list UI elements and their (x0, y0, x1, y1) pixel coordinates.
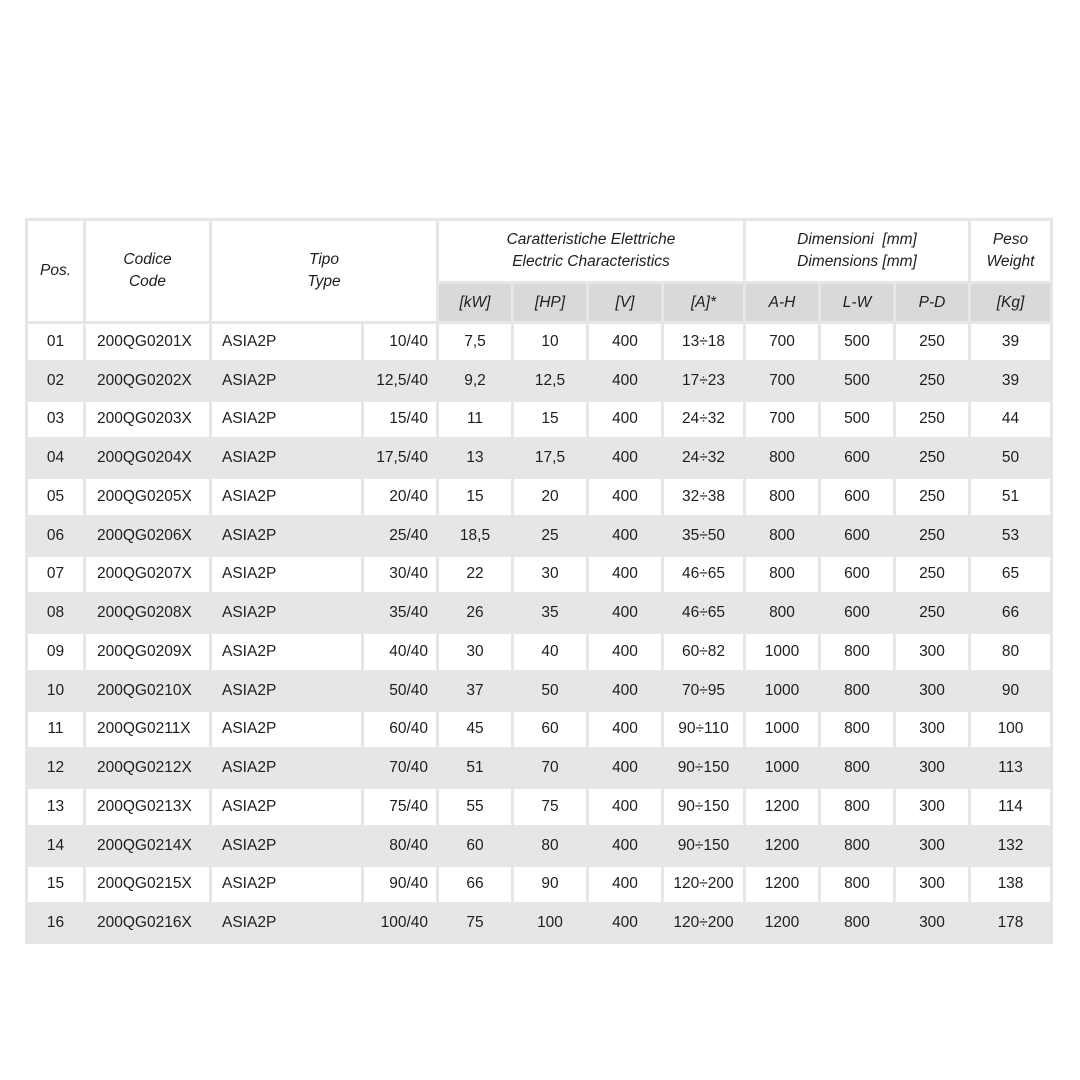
unit-kg: [Kg] (971, 284, 1050, 321)
cell-weight: 39 (971, 363, 1050, 399)
header-weight-it: Peso (992, 231, 1029, 248)
cell-height: 1000 (746, 750, 818, 786)
cell-kw: 30 (439, 634, 511, 670)
cell-pos: 02 (28, 363, 83, 399)
cell-pos: 04 (28, 440, 83, 476)
cell-width: 800 (821, 634, 893, 670)
header-weight-en: Weight (986, 253, 1035, 270)
cell-voltage: 400 (589, 324, 661, 360)
cell-voltage: 400 (589, 518, 661, 554)
cell-current: 120÷200 (664, 867, 743, 903)
cell-kw: 11 (439, 402, 511, 438)
cell-hp: 75 (514, 789, 586, 825)
cell-model: ASIA2P (212, 750, 361, 786)
cell-rating: 30/40 (364, 557, 436, 593)
cell-hp: 50 (514, 673, 586, 709)
table-row (28, 673, 1050, 709)
cell-kw: 7,5 (439, 324, 511, 360)
table-row (28, 905, 1050, 941)
cell-rating: 60/40 (364, 712, 436, 748)
cell-hp: 90 (514, 867, 586, 903)
cell-weight: 138 (971, 867, 1050, 903)
cell-code: 200QG0207X (86, 557, 209, 593)
cell-rating: 90/40 (364, 867, 436, 903)
cell-kw: 66 (439, 867, 511, 903)
cell-hp: 70 (514, 750, 586, 786)
unit-l-w: L-W (821, 284, 893, 321)
cell-hp: 30 (514, 557, 586, 593)
cell-depth: 300 (896, 867, 968, 903)
header-dimensions-en: Dimensions [mm] (797, 253, 917, 270)
cell-rating: 40/40 (364, 634, 436, 670)
cell-kw: 45 (439, 712, 511, 748)
table-row (28, 324, 1050, 360)
cell-kw: 75 (439, 905, 511, 941)
cell-voltage: 400 (589, 750, 661, 786)
cell-pos: 16 (28, 905, 83, 941)
header-type-en: Type (307, 273, 341, 290)
table-row (28, 828, 1050, 864)
cell-voltage: 400 (589, 440, 661, 476)
header-type (212, 221, 436, 321)
table-body (28, 324, 1050, 941)
cell-height: 800 (746, 440, 818, 476)
table-row (28, 867, 1050, 903)
cell-height: 1000 (746, 712, 818, 748)
table-row (28, 634, 1050, 670)
cell-current: 90÷150 (664, 789, 743, 825)
cell-code: 200QG0216X (86, 905, 209, 941)
cell-height: 800 (746, 557, 818, 593)
cell-rating: 100/40 (364, 905, 436, 941)
cell-height: 800 (746, 518, 818, 554)
cell-depth: 250 (896, 440, 968, 476)
table-row (28, 595, 1050, 631)
spec-table (25, 218, 1053, 944)
table-row (28, 440, 1050, 476)
cell-rating: 35/40 (364, 595, 436, 631)
cell-model: ASIA2P (212, 402, 361, 438)
cell-width: 800 (821, 828, 893, 864)
cell-kw: 51 (439, 750, 511, 786)
cell-width: 600 (821, 479, 893, 515)
cell-voltage: 400 (589, 557, 661, 593)
cell-model: ASIA2P (212, 828, 361, 864)
cell-rating: 80/40 (364, 828, 436, 864)
cell-depth: 300 (896, 634, 968, 670)
header-electric (439, 221, 743, 281)
cell-weight: 114 (971, 789, 1050, 825)
table-row (28, 402, 1050, 438)
cell-pos: 15 (28, 867, 83, 903)
cell-code: 200QG0208X (86, 595, 209, 631)
unit-a: [A]* (664, 284, 743, 321)
unit-kw: [kW] (439, 284, 511, 321)
header-weight (971, 221, 1050, 281)
cell-voltage: 400 (589, 789, 661, 825)
cell-width: 800 (821, 673, 893, 709)
cell-voltage: 400 (589, 712, 661, 748)
cell-current: 70÷95 (664, 673, 743, 709)
cell-hp: 25 (514, 518, 586, 554)
cell-width: 500 (821, 402, 893, 438)
unit-hp: [HP] (514, 284, 586, 321)
cell-model: ASIA2P (212, 595, 361, 631)
cell-width: 800 (821, 789, 893, 825)
cell-model: ASIA2P (212, 634, 361, 670)
cell-pos: 09 (28, 634, 83, 670)
cell-weight: 65 (971, 557, 1050, 593)
cell-kw: 9,2 (439, 363, 511, 399)
cell-height: 700 (746, 324, 818, 360)
cell-hp: 17,5 (514, 440, 586, 476)
table-row (28, 750, 1050, 786)
cell-depth: 250 (896, 363, 968, 399)
header-code-it: Codice (123, 251, 172, 268)
cell-current: 90÷150 (664, 828, 743, 864)
cell-code: 200QG0211X (86, 712, 209, 748)
cell-depth: 300 (896, 905, 968, 941)
cell-pos: 12 (28, 750, 83, 786)
cell-hp: 12,5 (514, 363, 586, 399)
cell-rating: 17,5/40 (364, 440, 436, 476)
cell-weight: 178 (971, 905, 1050, 941)
header-electric-en: Electric Characteristics (512, 253, 670, 270)
cell-pos: 07 (28, 557, 83, 593)
cell-pos: 13 (28, 789, 83, 825)
cell-model: ASIA2P (212, 789, 361, 825)
cell-kw: 37 (439, 673, 511, 709)
cell-voltage: 400 (589, 867, 661, 903)
table-row (28, 789, 1050, 825)
cell-kw: 26 (439, 595, 511, 631)
cell-depth: 300 (896, 789, 968, 825)
unit-p-d: P-D (896, 284, 968, 321)
cell-model: ASIA2P (212, 557, 361, 593)
cell-pos: 08 (28, 595, 83, 631)
cell-depth: 300 (896, 750, 968, 786)
cell-weight: 90 (971, 673, 1050, 709)
cell-model: ASIA2P (212, 518, 361, 554)
cell-pos: 14 (28, 828, 83, 864)
cell-current: 24÷32 (664, 440, 743, 476)
table-row (28, 557, 1050, 593)
cell-width: 600 (821, 440, 893, 476)
cell-weight: 39 (971, 324, 1050, 360)
cell-weight: 50 (971, 440, 1050, 476)
cell-weight: 51 (971, 479, 1050, 515)
cell-depth: 250 (896, 518, 968, 554)
cell-code: 200QG0204X (86, 440, 209, 476)
cell-code: 200QG0202X (86, 363, 209, 399)
cell-depth: 300 (896, 673, 968, 709)
cell-pos: 01 (28, 324, 83, 360)
header-code-en: Code (128, 273, 167, 290)
table-row (28, 712, 1050, 748)
cell-code: 200QG0206X (86, 518, 209, 554)
cell-kw: 18,5 (439, 518, 511, 554)
cell-width: 800 (821, 905, 893, 941)
cell-pos: 06 (28, 518, 83, 554)
cell-hp: 60 (514, 712, 586, 748)
cell-depth: 250 (896, 595, 968, 631)
cell-depth: 250 (896, 479, 968, 515)
cell-kw: 13 (439, 440, 511, 476)
cell-weight: 100 (971, 712, 1050, 748)
cell-depth: 300 (896, 828, 968, 864)
cell-voltage: 400 (589, 402, 661, 438)
cell-current: 24÷32 (664, 402, 743, 438)
cell-weight: 80 (971, 634, 1050, 670)
cell-depth: 250 (896, 324, 968, 360)
cell-height: 1200 (746, 867, 818, 903)
cell-code: 200QG0215X (86, 867, 209, 903)
cell-depth: 250 (896, 402, 968, 438)
cell-pos: 05 (28, 479, 83, 515)
cell-width: 500 (821, 363, 893, 399)
cell-height: 700 (746, 402, 818, 438)
cell-rating: 70/40 (364, 750, 436, 786)
header-type-it: Tipo (308, 251, 340, 268)
cell-depth: 300 (896, 712, 968, 748)
header-electric-it: Caratteristiche Elettriche (506, 231, 676, 248)
cell-weight: 113 (971, 750, 1050, 786)
cell-voltage: 400 (589, 634, 661, 670)
unit-a-h: A-H (746, 284, 818, 321)
cell-current: 32÷38 (664, 479, 743, 515)
cell-kw: 55 (439, 789, 511, 825)
cell-code: 200QG0213X (86, 789, 209, 825)
cell-width: 500 (821, 324, 893, 360)
cell-current: 46÷65 (664, 557, 743, 593)
cell-code: 200QG0210X (86, 673, 209, 709)
cell-current: 60÷82 (664, 634, 743, 670)
cell-height: 800 (746, 595, 818, 631)
cell-rating: 10/40 (364, 324, 436, 360)
cell-model: ASIA2P (212, 479, 361, 515)
unit-v: [V] (589, 284, 661, 321)
cell-weight: 66 (971, 595, 1050, 631)
cell-width: 800 (821, 750, 893, 786)
cell-kw: 15 (439, 479, 511, 515)
cell-rating: 75/40 (364, 789, 436, 825)
cell-current: 46÷65 (664, 595, 743, 631)
cell-code: 200QG0214X (86, 828, 209, 864)
cell-width: 600 (821, 518, 893, 554)
cell-voltage: 400 (589, 673, 661, 709)
cell-model: ASIA2P (212, 440, 361, 476)
cell-voltage: 400 (589, 479, 661, 515)
header-code (86, 221, 209, 321)
cell-hp: 15 (514, 402, 586, 438)
cell-model: ASIA2P (212, 324, 361, 360)
header-dimensions (746, 221, 968, 281)
cell-height: 700 (746, 363, 818, 399)
cell-model: ASIA2P (212, 867, 361, 903)
cell-kw: 22 (439, 557, 511, 593)
cell-code: 200QG0209X (86, 634, 209, 670)
cell-code: 200QG0205X (86, 479, 209, 515)
cell-current: 13÷18 (664, 324, 743, 360)
table-row (28, 479, 1050, 515)
cell-width: 800 (821, 867, 893, 903)
cell-voltage: 400 (589, 595, 661, 631)
cell-model: ASIA2P (212, 712, 361, 748)
cell-rating: 50/40 (364, 673, 436, 709)
cell-voltage: 400 (589, 905, 661, 941)
cell-current: 90÷150 (664, 750, 743, 786)
cell-kw: 60 (439, 828, 511, 864)
cell-weight: 132 (971, 828, 1050, 864)
cell-rating: 20/40 (364, 479, 436, 515)
cell-height: 1000 (746, 634, 818, 670)
cell-height: 1200 (746, 828, 818, 864)
cell-rating: 25/40 (364, 518, 436, 554)
cell-hp: 40 (514, 634, 586, 670)
cell-voltage: 400 (589, 828, 661, 864)
cell-width: 600 (821, 557, 893, 593)
cell-code: 200QG0203X (86, 402, 209, 438)
cell-model: ASIA2P (212, 363, 361, 399)
cell-current: 90÷110 (664, 712, 743, 748)
cell-hp: 10 (514, 324, 586, 360)
cell-weight: 44 (971, 402, 1050, 438)
cell-hp: 20 (514, 479, 586, 515)
cell-hp: 35 (514, 595, 586, 631)
cell-width: 800 (821, 712, 893, 748)
cell-width: 600 (821, 595, 893, 631)
cell-depth: 250 (896, 557, 968, 593)
cell-weight: 53 (971, 518, 1050, 554)
cell-height: 1200 (746, 905, 818, 941)
header-dimensions-it: Dimensioni [mm] (797, 231, 917, 248)
cell-pos: 03 (28, 402, 83, 438)
cell-height: 1200 (746, 789, 818, 825)
cell-hp: 80 (514, 828, 586, 864)
cell-code: 200QG0212X (86, 750, 209, 786)
cell-code: 200QG0201X (86, 324, 209, 360)
cell-model: ASIA2P (212, 673, 361, 709)
cell-current: 17÷23 (664, 363, 743, 399)
cell-current: 35÷50 (664, 518, 743, 554)
cell-model: ASIA2P (212, 905, 361, 941)
table-row (28, 518, 1050, 554)
header-pos: Pos. (28, 221, 83, 321)
cell-voltage: 400 (589, 363, 661, 399)
cell-rating: 15/40 (364, 402, 436, 438)
cell-pos: 11 (28, 712, 83, 748)
cell-hp: 100 (514, 905, 586, 941)
cell-height: 1000 (746, 673, 818, 709)
cell-pos: 10 (28, 673, 83, 709)
cell-current: 120÷200 (664, 905, 743, 941)
cell-rating: 12,5/40 (364, 363, 436, 399)
table-row (28, 363, 1050, 399)
cell-height: 800 (746, 479, 818, 515)
